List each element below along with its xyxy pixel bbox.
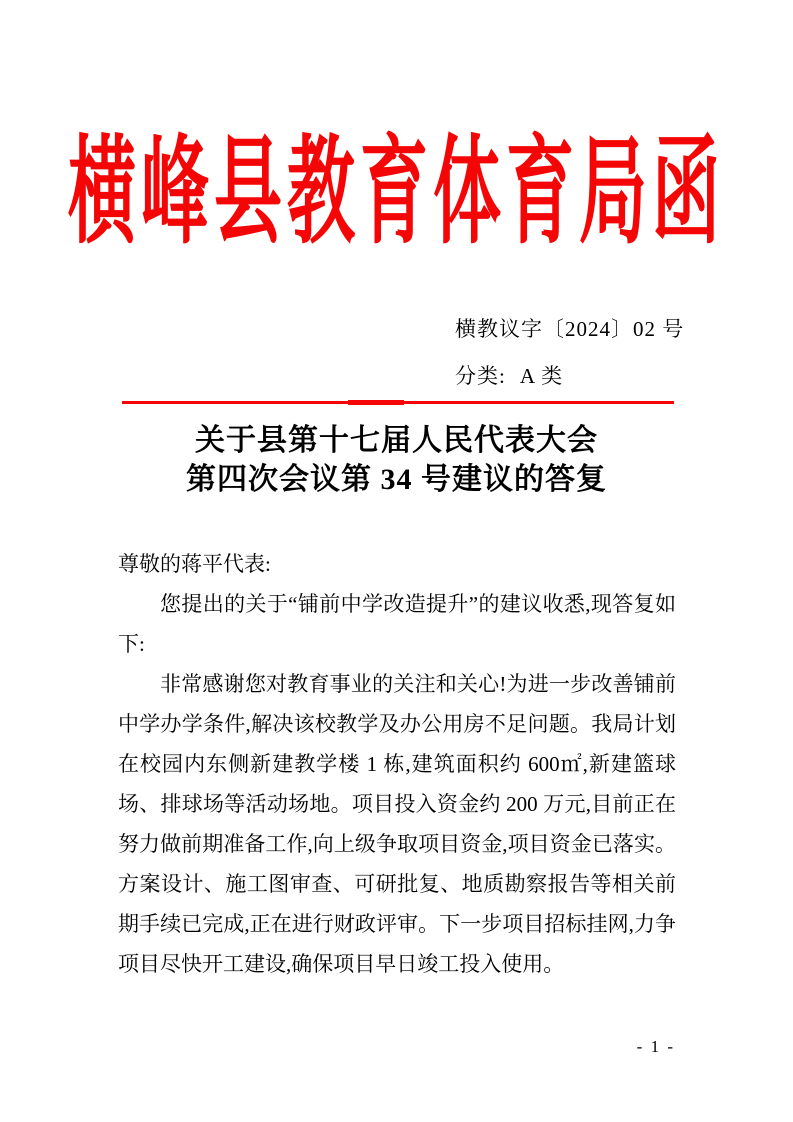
classification-label: 分类: — [455, 364, 506, 388]
doc-meta — [455, 306, 684, 400]
paragraph-1: 您提出的关于“铺前中学改造提升”的建议收悉,现答复如下: — [118, 592, 676, 656]
classification — [455, 353, 684, 400]
subject-title — [0, 421, 793, 499]
classification-value: A 类 — [519, 364, 564, 388]
agency-title: 横峰县教育体育局函 — [67, 127, 725, 258]
letterhead — [0, 127, 793, 258]
doc-number: 横教议字〔2024〕02 号 — [455, 317, 685, 341]
salutation: 尊敬的蒋平代表: — [118, 552, 271, 576]
letter-body — [118, 544, 676, 984]
paragraph-2: 非常感谢您对教育事业的关注和关心!为进一步改善铺前中学办学条件,解决该校教学及办公用房不足问题。我局计划在校园内东侧新建教学楼 1 栋,建筑面积约 600㎡,新建篮球场、排球场等活动场地。项目投入资金约 200 万元,目前正在努力做前期准备工作,向上级争取项目资金,项目资金已落实。方案设计、施工图审查、可研批复、地质勘察报告等相关前期手续已完成,正在进行财政评审。下一步项目招标挂网,力争项目尽快开工建设,确保项目早日竣工投入使用。 — [118, 672, 676, 976]
red-divider-overlap-segment — [348, 400, 404, 405]
subject-line-1: 关于县第十七届人民代表大会 — [195, 424, 598, 457]
subject-line-2: 第四次会议第 34 号建议的答复 — [186, 463, 607, 496]
page-number: - 1 - — [636, 1037, 675, 1056]
